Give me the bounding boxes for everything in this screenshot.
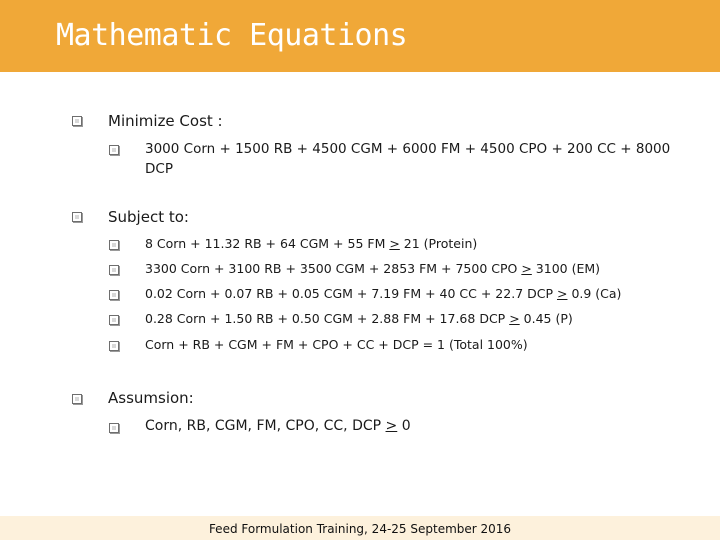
assumption-rhs: 0: [397, 418, 411, 434]
constraint-phosphorus: [145, 311, 573, 326]
assumption-lhs: Corn, RB, CGM, FM, CPO, CC, DCP: [145, 418, 386, 434]
constraint-rhs: 21 (Protein): [399, 236, 478, 251]
constraint-lhs: 8 Corn + 11.32 RB + 64 CGM + 55 FM: [145, 236, 390, 251]
ge-symbol: >: [389, 236, 400, 251]
assumption-nonnegativity: [145, 418, 411, 434]
ge-symbol: >: [385, 418, 398, 434]
ge-symbol: >: [521, 261, 532, 276]
page-title: Mathematic Equations: [56, 18, 408, 53]
bullet-icon: [109, 423, 119, 433]
bullet-icon: [72, 394, 82, 404]
constraint-rhs: 0.45 (P): [519, 311, 573, 326]
constraint-protein: [145, 236, 477, 251]
bullet-icon: [109, 145, 119, 155]
bullet-icon: [109, 265, 119, 275]
assumption-heading: Assumsion:: [108, 389, 194, 407]
bullet-icon: [109, 315, 119, 325]
constraint-lhs: 0.28 Corn + 1.50 RB + 0.50 CGM + 2.88 FM + 17.68 DCP: [145, 311, 510, 326]
bullet-icon: [72, 212, 82, 222]
subject-heading: Subject to:: [108, 208, 189, 226]
constraint-energy: [145, 261, 600, 276]
constraint-total: Corn + RB + CGM + FM + CPO + CC + DCP = 1 (Total 100%): [145, 337, 528, 352]
bullet-icon: [109, 290, 119, 300]
constraint-rhs: 0.9 (Ca): [567, 286, 622, 301]
constraint-rhs: 3100 (EM): [531, 261, 601, 276]
minimize-heading: Minimize Cost :: [108, 112, 223, 130]
constraint-lhs: 3300 Corn + 3100 RB + 3500 CGM + 2853 FM + 7500 CPO: [145, 261, 522, 276]
objective-line-1: 3000 Corn + 1500 RB + 4500 CGM + 6000 FM + 4500 CPO + 200 CC + 8000: [145, 141, 671, 157]
objective-line-2: DCP: [145, 161, 173, 177]
constraint-calcium: [145, 286, 621, 301]
footer-text: Feed Formulation Training, 24-25 September 2016: [208, 522, 512, 536]
ge-symbol: >: [509, 311, 520, 326]
bullet-icon: [109, 341, 119, 351]
bullet-icon: [109, 240, 119, 250]
bullet-icon: [72, 116, 82, 126]
constraint-lhs: 0.02 Corn + 0.07 RB + 0.05 CGM + 7.19 FM + 40 CC + 22.7 DCP: [145, 286, 557, 301]
ge-symbol: >: [556, 286, 568, 301]
